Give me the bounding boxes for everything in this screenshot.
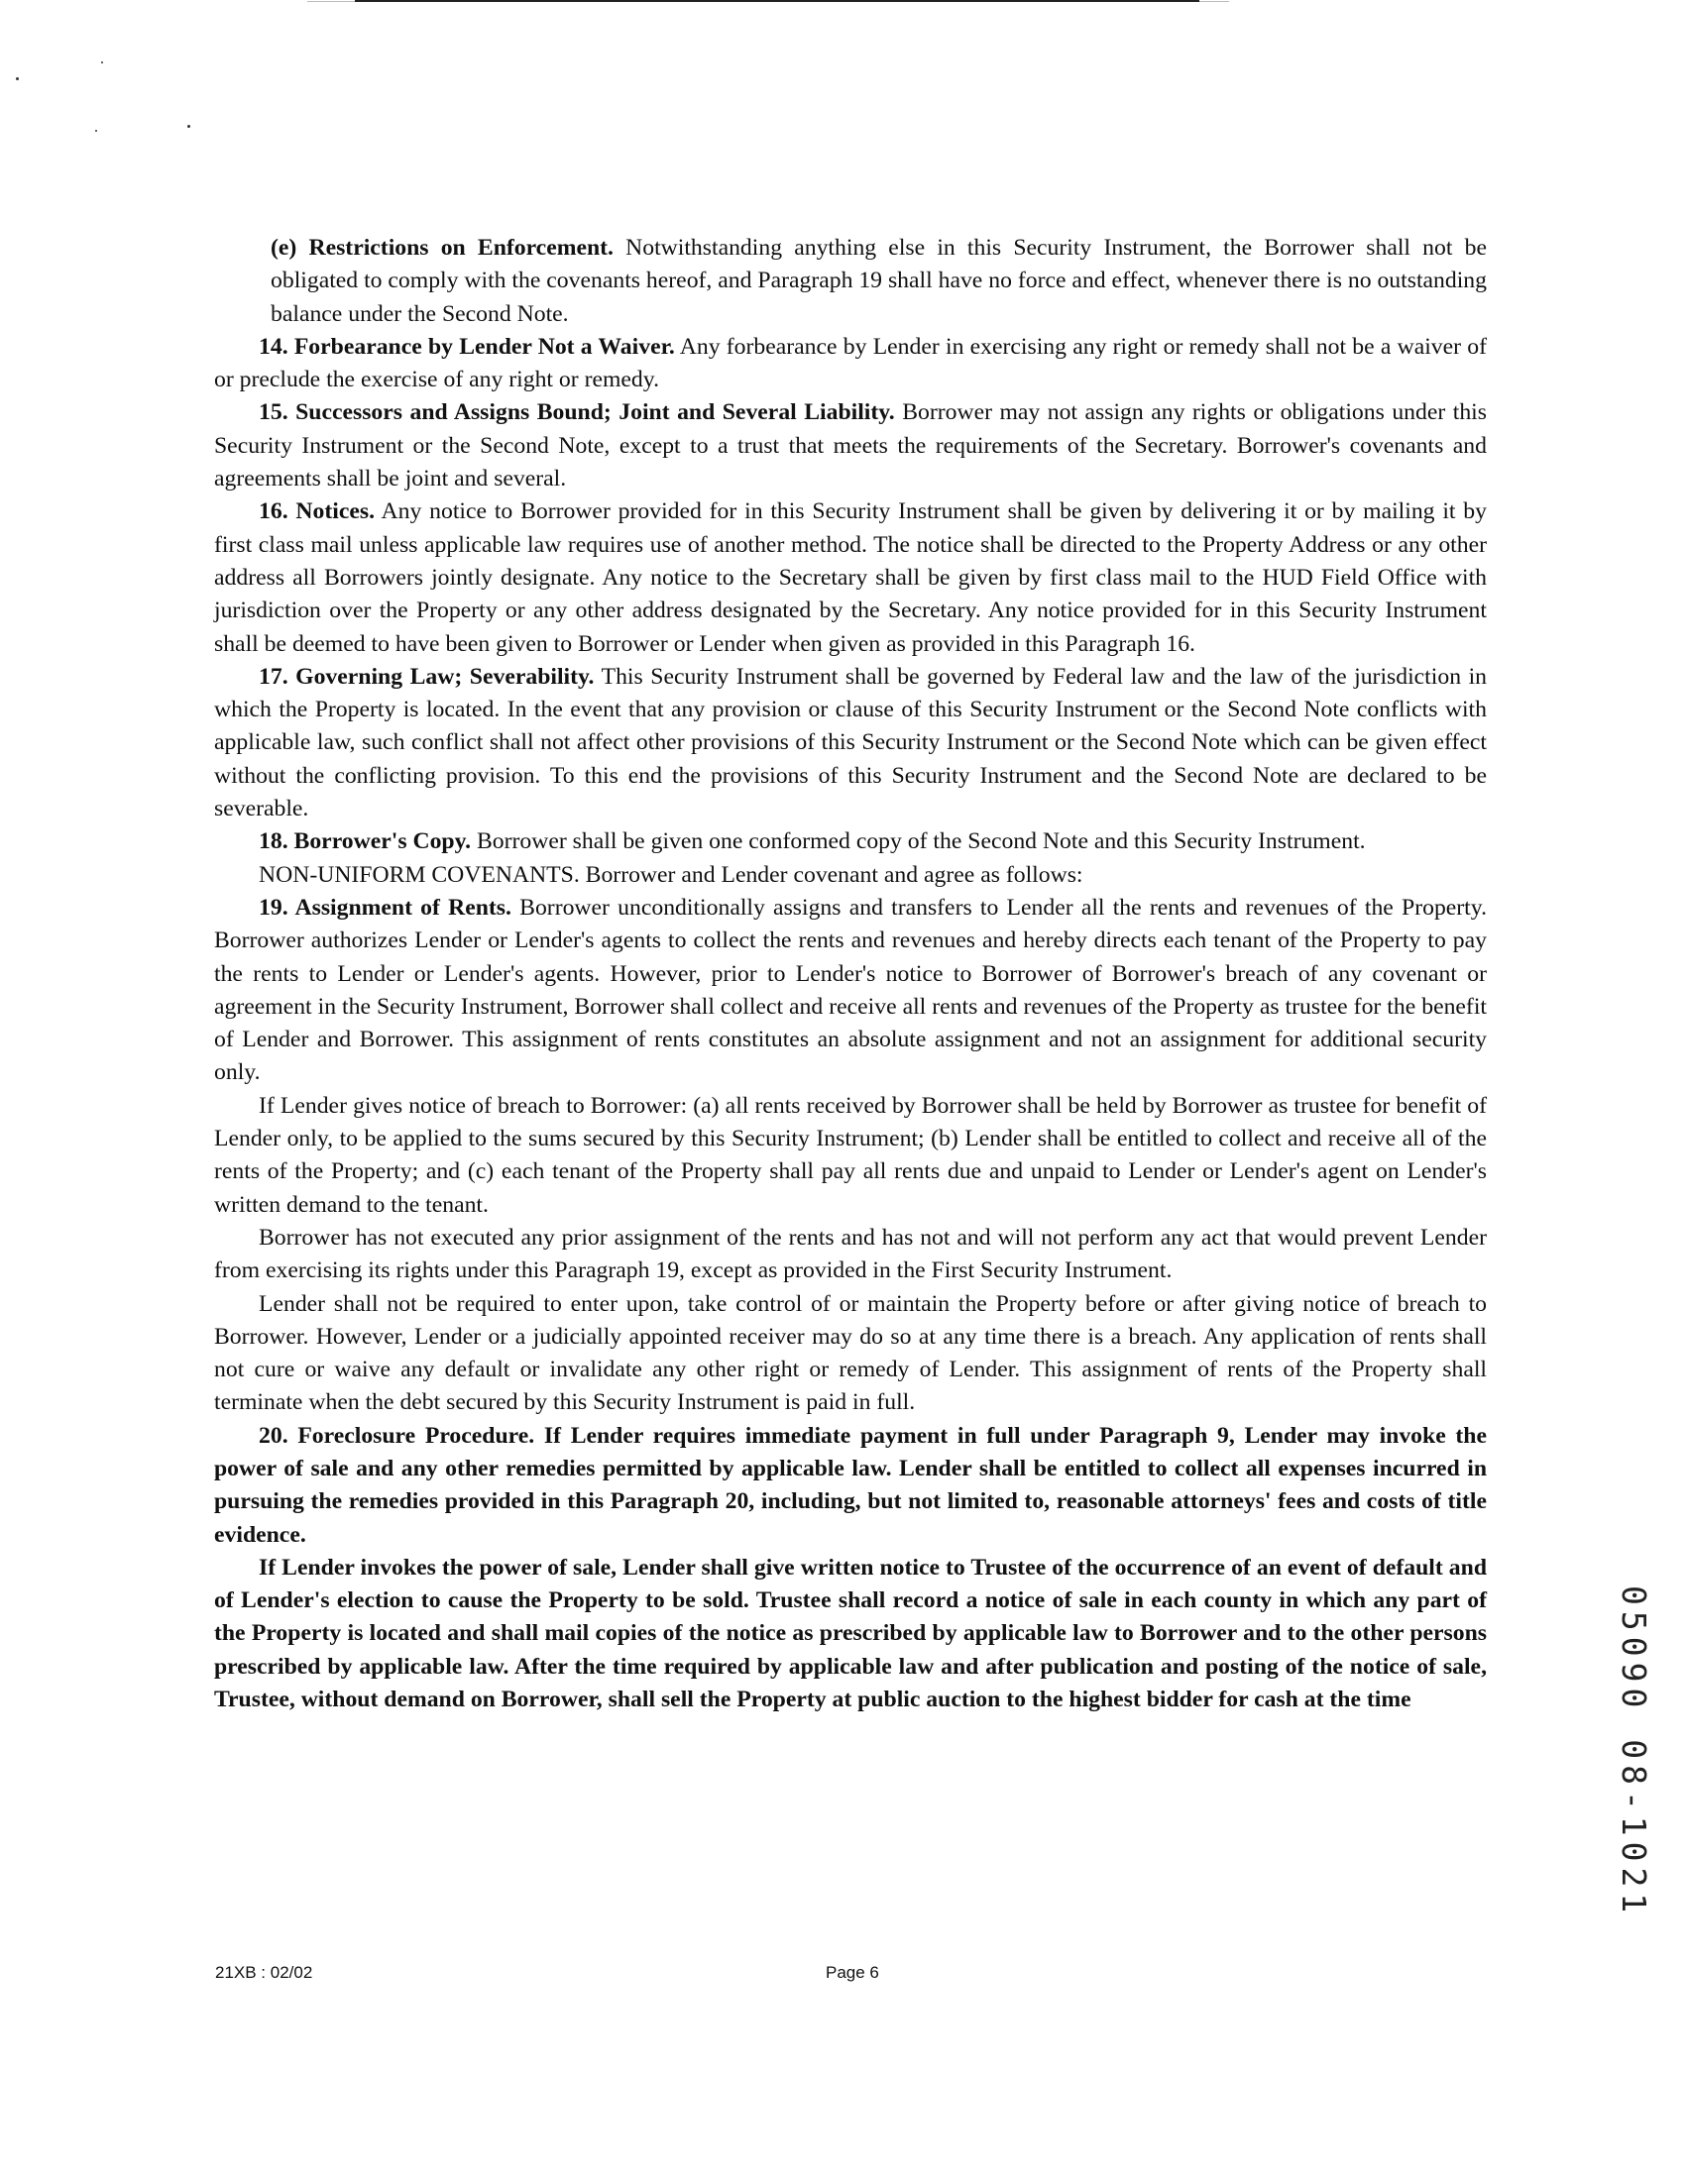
paragraph-15 <box>214 396 1487 495</box>
paragraph-19 <box>214 892 1487 1090</box>
paragraph-17 <box>214 661 1487 825</box>
paragraph-text: Any forbearance by Lender in exercising any right or remedy shall not be a waiver of or preclude the exercise of any right or remedy. <box>214 333 1487 393</box>
paragraph-heading: 16. Notices. <box>259 498 376 525</box>
paragraph-16 <box>214 495 1487 660</box>
paragraph-text: Borrower shall be given one conformed copy of the Second Note and this Security Instrument. <box>471 828 1366 855</box>
paragraph-text: If Lender requires immediate payment in full under Paragraph 9, Lender may invoke the power of sale and any other remedies permitted by applicable law. Lender shall be entitled to collect all expenses incurred in pursuing the remedies provided in this Paragraph 20, including, but not limited to, reasonable attorneys' fees and costs of title evidence. <box>214 1422 1487 1548</box>
paragraph-text: This Security Instrument shall be governed by Federal law and the law of the jurisdiction in which the Property is located. In the event that any provision or clause of this Security Instrument or the Second Note conflicts with applicable law, such conflict shall not affect other provisions of this Security Instrument or the Second Note which can be given effect without the conflicting provision. To this end the provisions of this Security Instrument and the Second Note are declared to be severable. <box>214 663 1488 822</box>
paragraph-text: Borrower may not assign any rights or obligations under this Security Instrument or the Second Note, except to a trust that meets the requirements of the Secretary. Borrower's covenants and agreements shall be joint and several. <box>214 399 1487 492</box>
paragraph-heading: 14. Forbearance by Lender Not a Waiver. <box>259 333 675 360</box>
paragraph-13e <box>214 232 1487 331</box>
paragraph-heading: (e) Restrictions on Enforcement. <box>271 235 614 261</box>
margin-stamp-text: 05090 08-1021 <box>1615 1585 1653 1919</box>
paragraph-14 <box>214 331 1487 397</box>
margin-stamp <box>1614 1585 1653 1919</box>
paragraph-heading: 19. Assignment of Rents. <box>259 894 511 921</box>
paragraph-20 <box>214 1420 1487 1552</box>
paragraph-text: Notwithstanding anything else in this Security Instrument, the Borrower shall not be obligated to comply with the covenants hereof, and Paragraph 19 shall have no force and effect, whenever there is no outstanding balance under the Second Note. <box>271 235 1487 327</box>
scan-speck <box>101 61 103 63</box>
scan-speck <box>95 130 97 132</box>
page-number: Page 6 <box>826 1963 879 1982</box>
paragraph-19-prior-assignment: Borrower has not executed any prior assignment of the rents and has not and will not perform any act that would prevent Lender from exercising its rights under this Paragraph 19, except as provided in the First Security Instrument. <box>214 1224 1487 1284</box>
paragraph-text: Borrower unconditionally assigns and transfers to Lender all the rents and revenues of the Property. Borrower authorizes Lender or Lender's agents to collect the rents and revenues and hereby directs each tenant of the Property to pay the rents to Lender or Lender's agents. However, prior to Lender's notice to Borrower of Borrower's breach of any covenant or agreement in the Security Instrument, Borrower shall collect and receive all rents and revenues of the Property as trustee for the benefit of Lender and Borrower. This assignment of rents constitutes an absolute assignment and not an assignment for additional security only. <box>214 894 1487 1086</box>
paragraph-heading: 20. Foreclosure Procedure. <box>259 1422 535 1449</box>
scan-speck <box>16 77 19 80</box>
paragraph-heading: 15. Successors and Assigns Bound; Joint and Several Liability. <box>259 399 895 426</box>
paragraph-20-power-of-sale: If Lender invokes the power of sale, Lender shall give written notice to Trustee of the occurrence of an event of default and of Lender's election to cause the Property to be sold. Trustee shall record a notice of sale in each county in which any part of the Property is located and shall mail copies of the notice as prescribed by applicable law to Borrower and to the other persons prescribed by applicable law. After the time required by applicable law and after publication and posting of the notice of sale, Trustee, without demand on Borrower, shall sell the Property at public auction to the highest bidder for cash at the time <box>214 1554 1487 1713</box>
scan-speck <box>187 125 190 128</box>
non-uniform-covenants: NON-UNIFORM COVENANTS. Borrower and Lender covenant and agree as follows: <box>259 861 1083 888</box>
top-rule <box>355 0 1199 2</box>
scan-edge-mark <box>307 1 355 2</box>
document-body <box>214 232 1487 1716</box>
paragraph-text: Any notice to Borrower provided for in this Security Instrument shall be given by delivering it or by mailing it by first class mail unless applicable law requires use of another method. The notice shall be directed to the Property Address or any other address all Borrowers jointly designate. Any notice to the Secretary shall be given by first class mail to the HUD Field Office with jurisdiction over the Property or any other address designated by the Secretary. Any notice provided for in this Security Instrument shall be deemed to have been given to Borrower or Lender when given as provided in this Paragraph 16. <box>214 498 1487 657</box>
paragraph-heading: 18. Borrower's Copy. <box>259 828 472 855</box>
paragraph-heading: 17. Governing Law; Severability. <box>259 663 595 690</box>
form-code: 21XB : 02/02 <box>215 1963 313 1982</box>
scan-edge-mark <box>1199 1 1229 2</box>
paragraph-19-lender-control: Lender shall not be required to enter upon, take control of or maintain the Property before or after giving notice of breach to Borrower. However, Lender or a judicially appointed receiver may do so at any time there is a breach. Any application of rents shall not cure or waive any default or invalidate any other right or remedy of Lender. This assignment of rents of the Property shall terminate when the debt secured by this Security Instrument is paid in full. <box>214 1290 1487 1416</box>
paragraph-18 <box>214 825 1487 858</box>
paragraph-19-breach: If Lender gives notice of breach to Borrower: (a) all rents received by Borrower shall be held by Borrower as trustee for benefit of Lender only, to be applied to the sums secured by this Security Instrument; (b) Lender shall be entitled to collect and receive all of the rents of the Property; and (c) each tenant of the Property shall pay all rents due and unpaid to Lender or Lender's agent on Lender's written demand to the tenant. <box>214 1092 1487 1218</box>
